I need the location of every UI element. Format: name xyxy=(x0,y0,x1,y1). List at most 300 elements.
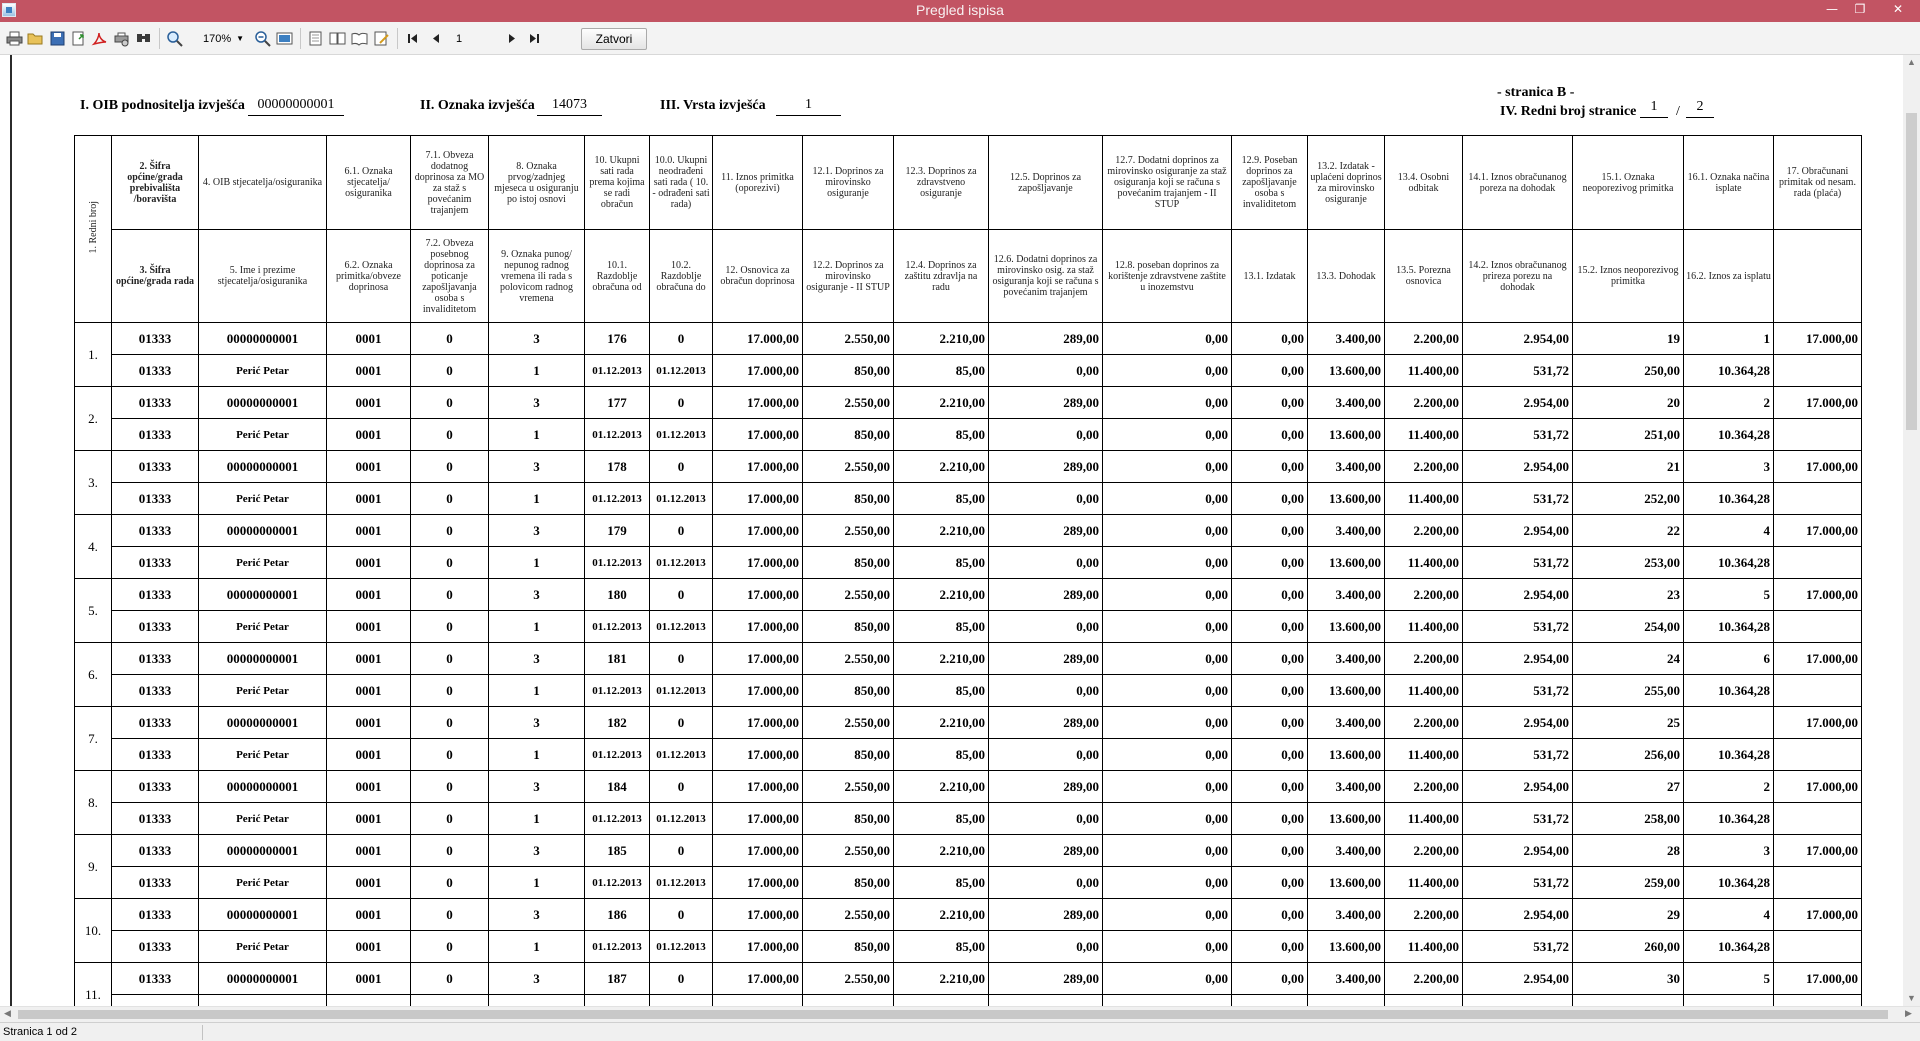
table-row xyxy=(75,931,1862,963)
cell-empty xyxy=(1774,803,1862,835)
row-number: 1. xyxy=(75,323,112,387)
two-pages-icon[interactable] xyxy=(329,30,346,47)
book-icon[interactable] xyxy=(351,30,368,47)
cell-a162: 10.364,28 xyxy=(1684,739,1774,771)
cell-a128: 0,00 xyxy=(1103,803,1232,835)
cell-a134: 2.200,00 xyxy=(1385,771,1463,803)
cell-a134: 2.200,00 xyxy=(1385,387,1463,419)
cell-a11: 17.000,00 xyxy=(713,515,803,547)
row-number: 5. xyxy=(75,579,112,643)
cell-a127: 0,00 xyxy=(1103,707,1232,739)
cell-a142: 531,72 xyxy=(1463,803,1573,835)
cell-a127: 0,00 xyxy=(1103,387,1232,419)
table-row xyxy=(75,515,1862,547)
cell-sifra: 01333 xyxy=(112,515,199,547)
cell-a122: 850,00 xyxy=(803,867,894,899)
table-body xyxy=(75,323,1862,1027)
cell-o71: 0 xyxy=(411,387,489,419)
toolbar xyxy=(0,22,1920,55)
oib-value: 00000000001 xyxy=(248,96,344,116)
cell-a133: 13.600,00 xyxy=(1308,931,1385,963)
cell-oib: 00000000001 xyxy=(199,963,327,995)
cell-h100: 0 xyxy=(650,771,713,803)
cell-a123: 2.210,00 xyxy=(894,387,989,419)
print-icon[interactable] xyxy=(6,30,23,47)
cell-ime: Perić Petar xyxy=(199,611,327,643)
cell-o71: 0 xyxy=(411,323,489,355)
oznaka-value: 14073 xyxy=(537,96,602,116)
page-total-value: 2 xyxy=(1686,98,1714,118)
edit-page-icon[interactable] xyxy=(373,30,390,47)
cell-a135: 11.400,00 xyxy=(1385,867,1463,899)
cell-a141: 2.954,00 xyxy=(1463,707,1573,739)
cell-a135: 11.400,00 xyxy=(1385,483,1463,515)
cell-oib: 00000000001 xyxy=(199,835,327,867)
cell-a123: 2.210,00 xyxy=(894,451,989,483)
status-bar xyxy=(0,1022,1920,1041)
cell-a152: 256,00 xyxy=(1573,739,1684,771)
cell-o9: 1 xyxy=(489,419,585,451)
cell-h10: 181 xyxy=(585,643,650,675)
col-12-7-header: 12.7. Dodatni doprinos za mirovinsko osiguranje za staž osiguranja koji se računa s povećanim trajanjem - II STUP xyxy=(1103,136,1232,230)
cell-a126: 0,00 xyxy=(989,867,1103,899)
cell-a161: 4 xyxy=(1684,515,1774,547)
cell-o71: 0 xyxy=(411,963,489,995)
cell-o8: 3 xyxy=(489,515,585,547)
cell-h10: 186 xyxy=(585,899,650,931)
cell-a133: 13.600,00 xyxy=(1308,547,1385,579)
cell-o72: 0 xyxy=(411,547,489,579)
col-12-header: 12. Osnovica za obračun doprinosa xyxy=(713,230,803,323)
cell-a122: 850,00 xyxy=(803,675,894,707)
cell-a129: 0,00 xyxy=(1232,387,1308,419)
cell-a11: 17.000,00 xyxy=(713,771,803,803)
cell-h10: 176 xyxy=(585,323,650,355)
cell-od: 01.12.2013 xyxy=(585,739,650,771)
cell-a128: 0,00 xyxy=(1103,483,1232,515)
cell-od: 01.12.2013 xyxy=(585,803,650,835)
close-window-button[interactable]: ✕ xyxy=(1892,2,1904,16)
cell-a134: 2.200,00 xyxy=(1385,515,1463,547)
cell-do: 01.12.2013 xyxy=(650,419,713,451)
cell-a124: 85,00 xyxy=(894,483,989,515)
vertical-scrollbar[interactable] xyxy=(1903,55,1920,1006)
table-row xyxy=(75,835,1862,867)
col-15-2-header: 15.2. Iznos neoporezivog primitka xyxy=(1573,230,1684,323)
cell-a133: 13.600,00 xyxy=(1308,355,1385,387)
cell-o61: 0001 xyxy=(327,963,411,995)
cell-h100: 0 xyxy=(650,579,713,611)
cell-a129: 0,00 xyxy=(1232,899,1308,931)
col-12-5-header: 12.5. Doprinos za zapošljavanje xyxy=(989,136,1103,230)
cell-a161: 5 xyxy=(1684,963,1774,995)
cell-a128: 0,00 xyxy=(1103,611,1232,643)
cell-a124: 85,00 xyxy=(894,867,989,899)
cell-od: 01.12.2013 xyxy=(585,675,650,707)
cell-a128: 0,00 xyxy=(1103,547,1232,579)
cell-h10: 179 xyxy=(585,515,650,547)
save-icon[interactable] xyxy=(49,30,66,47)
cell-a141: 2.954,00 xyxy=(1463,963,1573,995)
cell-a135: 11.400,00 xyxy=(1385,355,1463,387)
cell-a142: 531,72 xyxy=(1463,547,1573,579)
col-17-blank-header xyxy=(1774,230,1862,323)
scroll-down-icon[interactable]: ▼ xyxy=(1907,993,1916,1003)
col-11-header: 11. Iznos primitka (oporezivi) xyxy=(713,136,803,230)
page-current-value: 1 xyxy=(1640,98,1668,118)
cell-empty xyxy=(1774,483,1862,515)
page-width-icon[interactable] xyxy=(276,30,293,47)
cell-a12: 17.000,00 xyxy=(713,675,803,707)
cell-ime: Perić Petar xyxy=(199,675,327,707)
cell-a123: 2.210,00 xyxy=(894,963,989,995)
cell-sifra: 01333 xyxy=(112,579,199,611)
minimize-button[interactable]: — xyxy=(1826,2,1838,16)
cell-o71: 0 xyxy=(411,515,489,547)
cell-sifra2: 01333 xyxy=(112,803,199,835)
col-16-1-header: 16.1. Oznaka načina isplate xyxy=(1684,136,1774,230)
cell-o61: 0001 xyxy=(327,899,411,931)
cell-h100: 0 xyxy=(650,323,713,355)
cell-a11: 17.000,00 xyxy=(713,707,803,739)
scroll-left-icon[interactable]: ◀ xyxy=(4,1008,11,1018)
cell-a11: 17.000,00 xyxy=(713,899,803,931)
single-page-icon[interactable] xyxy=(307,30,324,47)
page-separator: / xyxy=(1676,104,1680,119)
scroll-up-icon[interactable]: ▲ xyxy=(1907,57,1916,67)
table-row xyxy=(75,483,1862,515)
cell-a133: 13.600,00 xyxy=(1308,867,1385,899)
cell-a132: 3.400,00 xyxy=(1308,899,1385,931)
cell-a123: 2.210,00 xyxy=(894,835,989,867)
col-12-2-header: 12.2. Doprinos za mirovinsko osiguranje - II STUP xyxy=(803,230,894,323)
cell-a128: 0,00 xyxy=(1103,419,1232,451)
cell-a132: 3.400,00 xyxy=(1308,579,1385,611)
cell-a141: 2.954,00 xyxy=(1463,387,1573,419)
cell-o61: 0001 xyxy=(327,451,411,483)
cell-o62: 0001 xyxy=(327,483,411,515)
cell-a141: 2.954,00 xyxy=(1463,643,1573,675)
row-number: 4. xyxy=(75,515,112,579)
zoom-icon[interactable] xyxy=(166,30,183,47)
toolbar-separator xyxy=(159,28,160,49)
cell-a128: 0,00 xyxy=(1103,739,1232,771)
cell-empty xyxy=(1774,419,1862,451)
cell-a151: 20 xyxy=(1573,387,1684,419)
col-10-2-header: 10.2. Razdoblje obračuna do xyxy=(650,230,713,323)
col-9-header: 9. Oznaka punog/ nepunog radnog vremena ili rada s polovicom radnog vremena xyxy=(489,230,585,323)
col-12-3-header: 12.3. Doprinos za zdravstveno osiguranje xyxy=(894,136,989,230)
cell-oib: 00000000001 xyxy=(199,451,327,483)
cell-sifra2: 01333 xyxy=(112,611,199,643)
cell-empty xyxy=(1774,355,1862,387)
cell-a141: 2.954,00 xyxy=(1463,323,1573,355)
cell-ime: Perić Petar xyxy=(199,803,327,835)
cell-a152: 250,00 xyxy=(1573,355,1684,387)
cell-a142: 531,72 xyxy=(1463,483,1573,515)
cell-o61: 0001 xyxy=(327,835,411,867)
col-13-1-header: 13.1. Izdatak xyxy=(1232,230,1308,323)
cell-a124: 85,00 xyxy=(894,419,989,451)
cell-a142: 531,72 xyxy=(1463,675,1573,707)
cell-a121: 2.550,00 xyxy=(803,643,894,675)
cell-h100: 0 xyxy=(650,387,713,419)
cell-a134: 2.200,00 xyxy=(1385,579,1463,611)
cell-a162: 10.364,28 xyxy=(1684,675,1774,707)
cell-a152: 259,00 xyxy=(1573,867,1684,899)
cell-od: 01.12.2013 xyxy=(585,419,650,451)
cell-a125: 289,00 xyxy=(989,451,1103,483)
scroll-right-icon[interactable]: ▶ xyxy=(1905,1008,1912,1018)
col-12-1-header: 12.1. Doprinos za mirovinsko osiguranje xyxy=(803,136,894,230)
cell-a124: 85,00 xyxy=(894,803,989,835)
cell-a131: 0,00 xyxy=(1232,867,1308,899)
cell-a17: 17.000,00 xyxy=(1774,323,1862,355)
cell-a122: 850,00 xyxy=(803,739,894,771)
col-10-header: 10. Ukupni sati rada prema kojima se radi obračun xyxy=(585,136,650,230)
zoom-out-icon[interactable] xyxy=(254,30,271,47)
cell-h100: 0 xyxy=(650,643,713,675)
cell-a129: 0,00 xyxy=(1232,771,1308,803)
cell-h10: 185 xyxy=(585,835,650,867)
cell-ime: Perić Petar xyxy=(199,355,327,387)
cell-a135: 11.400,00 xyxy=(1385,419,1463,451)
cell-a131: 0,00 xyxy=(1232,803,1308,835)
cell-a161: 5 xyxy=(1684,579,1774,611)
cell-a129: 0,00 xyxy=(1232,515,1308,547)
cell-a121: 2.550,00 xyxy=(803,387,894,419)
cell-a133: 13.600,00 xyxy=(1308,611,1385,643)
cell-a125: 289,00 xyxy=(989,643,1103,675)
cell-a132: 3.400,00 xyxy=(1308,835,1385,867)
row-number: 7. xyxy=(75,707,112,771)
horizontal-scrollbar[interactable] xyxy=(0,1006,1920,1022)
col-7-2-header: 7.2. Obveza posebnog doprinosa za poticanje zapošljavanja osoba s invaliditetom xyxy=(411,230,489,323)
cell-a135: 11.400,00 xyxy=(1385,675,1463,707)
cell-a122: 850,00 xyxy=(803,803,894,835)
cell-h100: 0 xyxy=(650,515,713,547)
cell-a129: 0,00 xyxy=(1232,579,1308,611)
cell-a142: 531,72 xyxy=(1463,355,1573,387)
redni-broj-stranice-label: IV. Redni broj stranice xyxy=(1500,104,1637,119)
cell-do: 01.12.2013 xyxy=(650,867,713,899)
open-folder-icon[interactable] xyxy=(27,30,44,47)
col-2-header: 2. Šifra općine/grada prebivališta /boravišta xyxy=(112,136,199,230)
cell-ime: Perić Petar xyxy=(199,739,327,771)
cell-o9: 1 xyxy=(489,611,585,643)
cell-sifra: 01333 xyxy=(112,963,199,995)
cell-a12: 17.000,00 xyxy=(713,355,803,387)
cell-a162: 10.364,28 xyxy=(1684,355,1774,387)
cell-a131: 0,00 xyxy=(1232,355,1308,387)
col-13-2-header: 13.2. Izdatak - uplaćeni doprinos za mirovinsko osiguranje xyxy=(1308,136,1385,230)
cell-a131: 0,00 xyxy=(1232,419,1308,451)
cell-a126: 0,00 xyxy=(989,803,1103,835)
cell-a128: 0,00 xyxy=(1103,931,1232,963)
cell-a121: 2.550,00 xyxy=(803,771,894,803)
cell-o8: 3 xyxy=(489,899,585,931)
cell-a128: 0,00 xyxy=(1103,355,1232,387)
cell-a125: 289,00 xyxy=(989,387,1103,419)
print-setup-icon[interactable] xyxy=(113,30,130,47)
cell-o61: 0001 xyxy=(327,643,411,675)
cell-a142: 531,72 xyxy=(1463,611,1573,643)
page-number-input[interactable] xyxy=(450,30,494,48)
cell-a123: 2.210,00 xyxy=(894,579,989,611)
cell-h100: 0 xyxy=(650,835,713,867)
cell-oib: 00000000001 xyxy=(199,643,327,675)
cell-od: 01.12.2013 xyxy=(585,931,650,963)
cell-o71: 0 xyxy=(411,707,489,739)
cell-o61: 0001 xyxy=(327,579,411,611)
cell-o62: 0001 xyxy=(327,355,411,387)
cell-a12: 17.000,00 xyxy=(713,739,803,771)
first-page-icon[interactable] xyxy=(404,30,421,47)
cell-empty xyxy=(1774,867,1862,899)
header-row-2 xyxy=(75,230,1862,323)
cell-o72: 0 xyxy=(411,867,489,899)
cell-sifra: 01333 xyxy=(112,323,199,355)
cell-sifra: 01333 xyxy=(112,899,199,931)
cell-a122: 850,00 xyxy=(803,355,894,387)
cell-a127: 0,00 xyxy=(1103,451,1232,483)
cell-a133: 13.600,00 xyxy=(1308,483,1385,515)
row-number: 3. xyxy=(75,451,112,515)
cell-a124: 85,00 xyxy=(894,355,989,387)
cell-a162: 10.364,28 xyxy=(1684,419,1774,451)
table-row xyxy=(75,899,1862,931)
cell-h10: 184 xyxy=(585,771,650,803)
col-redni-broj-header: 1. Redni broj xyxy=(75,136,112,323)
close-preview-button[interactable]: Zatvori xyxy=(581,28,647,50)
cell-a125: 289,00 xyxy=(989,771,1103,803)
last-page-icon[interactable] xyxy=(526,30,543,47)
cell-a161 xyxy=(1684,707,1774,739)
table-row xyxy=(75,707,1862,739)
zoom-select[interactable] xyxy=(197,30,247,48)
cell-ime: Perić Petar xyxy=(199,547,327,579)
cell-o62: 0001 xyxy=(327,547,411,579)
cell-oib: 00000000001 xyxy=(199,387,327,419)
cell-o62: 0001 xyxy=(327,739,411,771)
cell-a151: 28 xyxy=(1573,835,1684,867)
next-page-icon[interactable] xyxy=(503,30,520,47)
table-row xyxy=(75,643,1862,675)
cell-a152: 251,00 xyxy=(1573,419,1684,451)
cell-empty xyxy=(1774,547,1862,579)
cell-a131: 0,00 xyxy=(1232,675,1308,707)
cell-a126: 0,00 xyxy=(989,419,1103,451)
cell-a124: 85,00 xyxy=(894,931,989,963)
horizontal-scroll-thumb[interactable] xyxy=(18,1010,1888,1019)
col-13-5-header: 13.5. Porezna osnovica xyxy=(1385,230,1463,323)
vertical-scroll-thumb[interactable] xyxy=(1906,113,1917,430)
cell-a151: 21 xyxy=(1573,451,1684,483)
cell-a141: 2.954,00 xyxy=(1463,579,1573,611)
cell-a151: 29 xyxy=(1573,899,1684,931)
col-14-2-header: 14.2. Iznos obračunanog prireza porezu na dohodak xyxy=(1463,230,1573,323)
cell-a161: 2 xyxy=(1684,387,1774,419)
cell-a124: 85,00 xyxy=(894,611,989,643)
cell-a151: 22 xyxy=(1573,515,1684,547)
oib-label: I. OIB podnositelja izvješća xyxy=(80,98,245,113)
cell-o9: 1 xyxy=(489,803,585,835)
cell-a129: 0,00 xyxy=(1232,707,1308,739)
cell-a127: 0,00 xyxy=(1103,579,1232,611)
cell-a133: 13.600,00 xyxy=(1308,419,1385,451)
col-12-4-header: 12.4. Doprinos za zaštitu zdravlja na radu xyxy=(894,230,989,323)
cell-h100: 0 xyxy=(650,451,713,483)
cell-a131: 0,00 xyxy=(1232,611,1308,643)
cell-a122: 850,00 xyxy=(803,419,894,451)
cell-a11: 17.000,00 xyxy=(713,643,803,675)
row-number: 8. xyxy=(75,771,112,835)
zoom-value: 170% xyxy=(203,33,232,45)
export-icon[interactable] xyxy=(70,30,87,47)
cell-o71: 0 xyxy=(411,451,489,483)
cell-a121: 2.550,00 xyxy=(803,515,894,547)
cell-a135: 11.400,00 xyxy=(1385,931,1463,963)
pdf-icon[interactable] xyxy=(91,30,108,47)
cell-do: 01.12.2013 xyxy=(650,803,713,835)
cell-a121: 2.550,00 xyxy=(803,707,894,739)
cell-a126: 0,00 xyxy=(989,739,1103,771)
cell-o8: 3 xyxy=(489,387,585,419)
cell-a122: 850,00 xyxy=(803,611,894,643)
row-number: 9. xyxy=(75,835,112,899)
cell-do: 01.12.2013 xyxy=(650,931,713,963)
previous-page-icon[interactable] xyxy=(428,30,445,47)
cell-a11: 17.000,00 xyxy=(713,451,803,483)
cell-h100: 0 xyxy=(650,963,713,995)
cell-a161: 2 xyxy=(1684,771,1774,803)
cell-oib: 00000000001 xyxy=(199,579,327,611)
cell-a126: 0,00 xyxy=(989,483,1103,515)
cell-a127: 0,00 xyxy=(1103,643,1232,675)
cell-a129: 0,00 xyxy=(1232,835,1308,867)
cell-a161: 1 xyxy=(1684,323,1774,355)
find-icon[interactable] xyxy=(135,30,152,47)
col-3-header: 3. Šifra općine/grada rada xyxy=(112,230,199,323)
cell-a11: 17.000,00 xyxy=(713,835,803,867)
cell-a17: 17.000,00 xyxy=(1774,643,1862,675)
cell-o72: 0 xyxy=(411,419,489,451)
cell-a12: 17.000,00 xyxy=(713,867,803,899)
cell-a125: 289,00 xyxy=(989,515,1103,547)
col-12-8-header: 12.8. poseban doprinos za korištenje zdravstvene zaštite u inozemstvu xyxy=(1103,230,1232,323)
cell-a129: 0,00 xyxy=(1232,451,1308,483)
cell-o72: 0 xyxy=(411,483,489,515)
cell-od: 01.12.2013 xyxy=(585,483,650,515)
cell-a17: 17.000,00 xyxy=(1774,899,1862,931)
cell-a162: 10.364,28 xyxy=(1684,931,1774,963)
col-4-header: 4. OIB stjecatelja/osiguranika xyxy=(199,136,327,230)
cell-a127: 0,00 xyxy=(1103,899,1232,931)
table-row xyxy=(75,611,1862,643)
cell-o61: 0001 xyxy=(327,387,411,419)
cell-a132: 3.400,00 xyxy=(1308,387,1385,419)
cell-a12: 17.000,00 xyxy=(713,483,803,515)
cell-a152: 258,00 xyxy=(1573,803,1684,835)
cell-h10: 182 xyxy=(585,707,650,739)
maximize-button[interactable]: ❐ xyxy=(1854,2,1866,16)
cell-ime: Perić Petar xyxy=(199,931,327,963)
table-row xyxy=(75,323,1862,355)
stranica-label: - stranica B - xyxy=(1497,85,1575,100)
cell-a133: 13.600,00 xyxy=(1308,675,1385,707)
cell-a123: 2.210,00 xyxy=(894,643,989,675)
cell-a134: 2.200,00 xyxy=(1385,643,1463,675)
